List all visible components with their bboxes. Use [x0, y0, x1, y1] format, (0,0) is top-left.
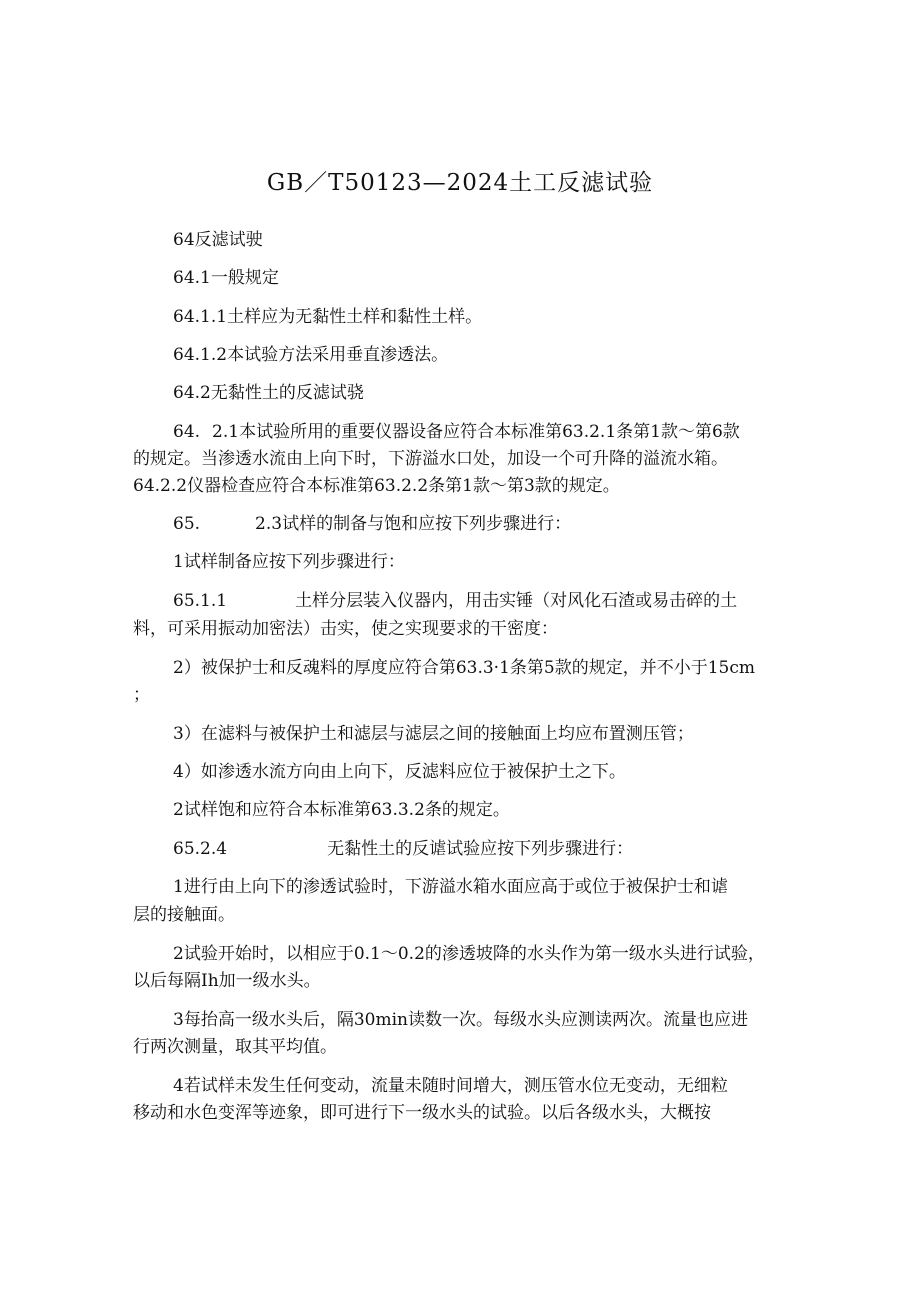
clause-number: 64.	[173, 422, 201, 442]
clause-64-2-1-line-2: 的规定。当渗透水流由上向下时，下游溢水口处，加设一个可升降的溢流水箱。	[133, 449, 728, 469]
clause-65-2-3	[173, 513, 571, 535]
step-1-line-2: 层的接触面。	[133, 905, 235, 925]
section-heading-64: 64反滤试驶	[173, 230, 263, 250]
item-2-saturation: 2试样饱和应符合本标准第63.3.2条的规定。	[173, 800, 510, 820]
step-4-line-1: 4若试样未发生任何变动，流量未随时间增大，测压管水位无变动，无细粒	[173, 1076, 728, 1096]
item-1-specimen-preparation: 1试样制备应按下列步骤进行：	[173, 552, 405, 572]
clause-text: 无黏性土的反谑试验应按下列步骤进行：	[327, 839, 634, 859]
clause-64-2-1-line-1	[173, 421, 740, 443]
clause-text: 土样分层装入仪器内，用击实锤（对风化石渣或易击碎的土	[295, 591, 738, 611]
clause-number: 65.1.1	[173, 591, 228, 611]
clause-text: 2.3试样的制备与饱和应按下列步骤进行：	[255, 514, 572, 534]
clause-65-1-1-line-2: 料，可采用振动加密法）击实，使之实现要求的干密度：	[133, 619, 558, 639]
clause-64-1-2: 64.1.2本试验方法采用垂直渗透法。	[173, 345, 449, 365]
section-heading-64-1: 64.1一般规定	[173, 268, 279, 288]
clause-number: 65.	[173, 514, 201, 534]
item-3: 3）在滤料与被保护土和滤层与滤层之间的接触面上均应布置测压管；	[173, 724, 694, 744]
item-2-line-2: ；	[133, 685, 150, 705]
item-4: 4）如渗透水流方向由上向下，反滤料应位于被保护土之下。	[173, 762, 626, 782]
section-heading-64-2: 64.2无黏性土的反滤试骁	[173, 383, 364, 403]
clause-64-1-1: 64.1.1土样应为无黏性土样和黏性土样。	[173, 307, 483, 327]
step-4-line-2: 移动和水色变浑等迹象，即可进行下一级水头的试验。以后各级水头，大概按	[133, 1103, 711, 1123]
item-2-line-1: 2）被保护士和反魂料的厚度应符合第63.3·1条第5款的规定，并不小于15cm	[173, 658, 755, 678]
clause-number: 65.2.4	[173, 839, 228, 859]
step-1-line-1: 1进行由上向下的渗透试验时，下游溢水箱水面应高于或位于被保护士和谑	[173, 877, 728, 897]
clause-64-2-2: 64.2.2仪器检查应符合本标准第63.2.2条第1款〜第3款的规定。	[133, 476, 620, 496]
clause-65-1-1-line-1	[173, 590, 737, 612]
clause-text: 2.1本试验所用的重要仪器设备应符合本标准第63.2.1条第1款〜第6款	[212, 422, 740, 442]
step-2-line-2: 以后每隔Ih加一级水头。	[133, 971, 321, 991]
step-3-line-1: 3每抬高一级水头后，隔30min读数一次。每级水头应测读两次。流量也应进	[173, 1010, 748, 1030]
step-2-line-1: 2试验开始时，以相应于0.1～0.2的渗透坡降的水头作为第一级水头进行试验，	[173, 944, 765, 964]
clause-65-2-4	[173, 838, 633, 860]
document-title: GB／T50123—2024土工反滤试验	[266, 170, 654, 196]
step-3-line-2: 行两次测量，取其平均值。	[133, 1037, 337, 1057]
